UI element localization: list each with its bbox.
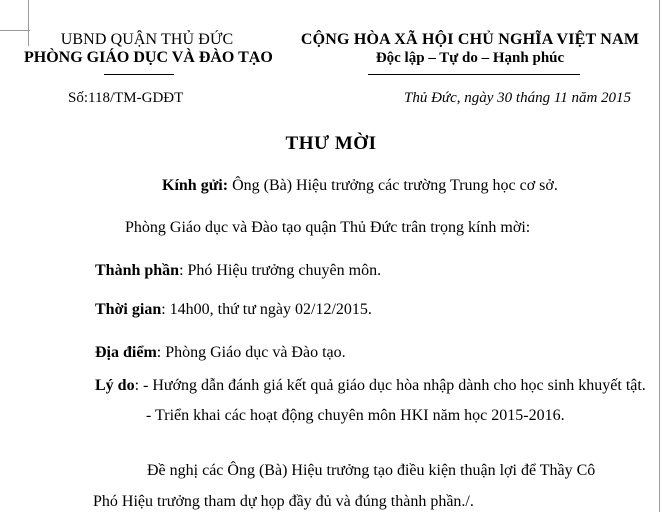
place-and-date: Thủ Đức, ngày 30 tháng 11 năm 2015 <box>404 90 632 106</box>
document-title: THƯ MỜI <box>285 133 377 154</box>
agency-parent: UBND QUẬN THỦ ĐỨC <box>60 31 234 48</box>
time-text: : 14h00, thứ tư ngày 02/12/2015. <box>161 301 372 318</box>
motto: Độc lập – Tự do – Hạnh phúc <box>375 50 565 66</box>
participants-label: Thành phần <box>95 262 180 279</box>
request-line: Đề nghị các Ông (Bà) Hiệu trưởng tạo điều kiện thuận lợi để Thầy Cô <box>147 462 596 479</box>
recipient-label: Kính gửi: <box>162 177 229 194</box>
invitation-line: Phòng Giáo dục và Đào tạo quận Thủ Đức trân trọng kính mời: <box>125 219 531 236</box>
reason-label: Lý do <box>95 377 135 394</box>
location-label: Địa điểm <box>95 344 157 361</box>
participants-line <box>95 262 381 280</box>
national-motto-block <box>298 31 642 67</box>
request-line: Phó Hiệu trưởng tham dự họp đầy đủ và đúng thành phần./. <box>93 493 474 510</box>
country-name: CỘNG HÒA XÃ HỘI CHỦ NGHĨA VIỆT NAM <box>300 31 640 48</box>
motto-underline <box>368 74 580 75</box>
recipient-text: Ông (Bà) Hiệu trưởng các trường Trung học cơ sở. <box>228 177 558 194</box>
participants-text: : Phó Hiệu trưởng chuyên môn. <box>179 262 382 279</box>
reason-item: - Triển khai các hoạt động chuyên môn HKI năm học 2015-2016. <box>146 407 565 424</box>
issuing-agency-block <box>24 31 273 67</box>
location-text: : Phòng Giáo dục và Đào tạo. <box>156 344 346 361</box>
page-right-edge <box>659 0 660 512</box>
location-line <box>95 344 346 362</box>
time-label: Thời gian <box>95 301 162 318</box>
reason-item: : - Hướng dẫn đánh giá kết quả giáo dục hòa nhập dành cho học sinh khuyết tật. <box>134 377 646 394</box>
recipient-line <box>162 177 558 195</box>
time-line <box>95 301 372 319</box>
agency-underline <box>104 74 174 75</box>
agency-name: PHÒNG GIÁO DỤC VÀ ĐÀO TẠO <box>24 49 273 66</box>
reason-line <box>95 377 646 395</box>
document-number: Số:118/TM-GDĐT <box>68 90 184 106</box>
